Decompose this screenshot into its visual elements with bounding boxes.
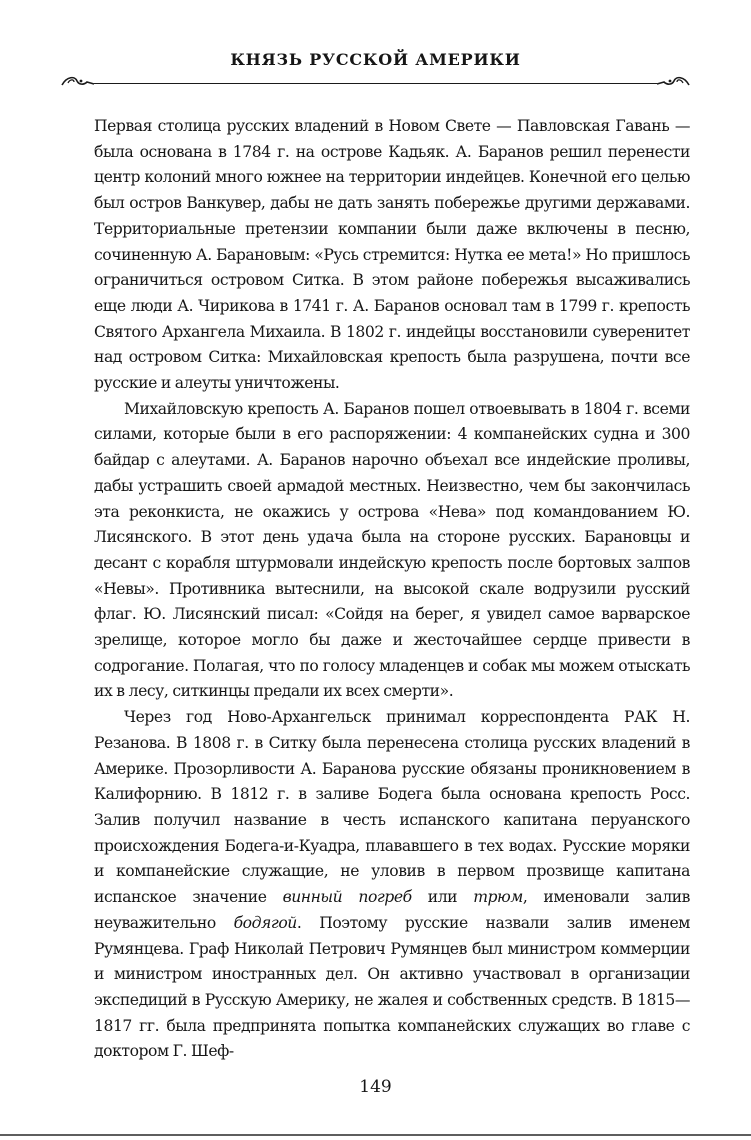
page-header [60,48,691,98]
paragraph-3-part-4: . Поэтому русские назвали залив именем Румянцева. Граф Николай Петрович Румянцев был министром коммерции и министром иностранных дел. Он активно участвовал в организации экспедиций в Русскую Америку, не жалея и собственных средств. В 1815—1817 гг. была предпринята попытка компанейских служащих во главе с доктором Г. Шеф- [94,913,690,1061]
paragraph-3-part-3: , именовали залив неуважительно [94,888,690,932]
paragraph-3-part-2: или [411,888,474,907]
flourish-left-icon [60,72,96,90]
page-edge-rule [0,1134,751,1136]
paragraph-3 [94,705,690,1065]
text-body [94,114,690,1065]
italic-term-wine-cellar: винный погреб [282,888,412,907]
flourish-right-icon [655,72,691,90]
header-rule [94,83,657,84]
paragraph-2: Михайловскую крепость А. Баранов пошел отвоевывать в 1804 г. всеми силами, которые были в его распоряжении: 4 компанейских судна и 300 байдар с алеутами. А. Баранов нарочно объехал все индейские проливы, дабы устрашить своей армадой местных. Неизвестно, чем бы закончилась эта реконкиста, не окажись у острова «Нева» под командованием Ю. Лисянского. В этот день удача была на стороне русских. Барановцы и десант с корабля штурмовали индейскую крепость после бортовых залпов «Невы». Противника вытеснили, на высокой скале водрузили русский флаг. Ю. Лисянский писал: «Сойдя на берег, я увидел самое варварское зрелище, которое могло бы даже и жесточайшее сердце привести в содрогание. Полагая, что по голосу младенцев и собак мы можем отыскать их в лесу, ситкинцы предали их всех смерти». [94,399,690,701]
running-title: КНЯЗЬ РУССКОЙ АМЕРИКИ [230,50,521,69]
page-number: 149 [359,1077,392,1097]
italic-term-hold: трюм [473,888,523,907]
paragraph-3-part-1: Через год Ново-Архангельск принимал корреспондента РАК Н. Резанова. В 1808 г. в Ситку была перенесена столица русских владений в Америке. Прозорливости А. Баранова русские обязаны проникновением в Калифорнию. В 1812 г. в заливе Бодега была основана крепость Росс. Залив получил название в честь испанского капитана перуанского происхождения Бодега-и-Куадра, плававшего в тех водах. Русские моряки и компанейские служащие, не уловив в первом прозвище капитана испанское значение [94,708,690,907]
italic-term-bodyaga: бодягой [233,913,297,932]
paragraph-1: Первая столица русских владений в Новом Свете — Павловская Гавань — была основана в 1784 г. на острове Кадьяк. А. Баранов решил перенести центр колоний много южнее на территории индейцев. Конечной его целью был остров Ванкувер, дабы не дать занять побережье другими державами. Территориальные претензии компании были даже включены в песню, сочиненную А. Барановым: «Русь стремится: Нутка ее мета!» Но пришлось ограничиться островом Ситка. В этом районе побережья высаживались еще люди А. Чирикова в 1741 г. А. Баранов основал там в 1799 г. крепость Святого Архангела Михаила. В 1802 г. индейцы восстановили суверенитет над островом Ситка: Михайловская крепость была разрушена, почти все русские и алеуты уничтожены. [94,117,690,393]
